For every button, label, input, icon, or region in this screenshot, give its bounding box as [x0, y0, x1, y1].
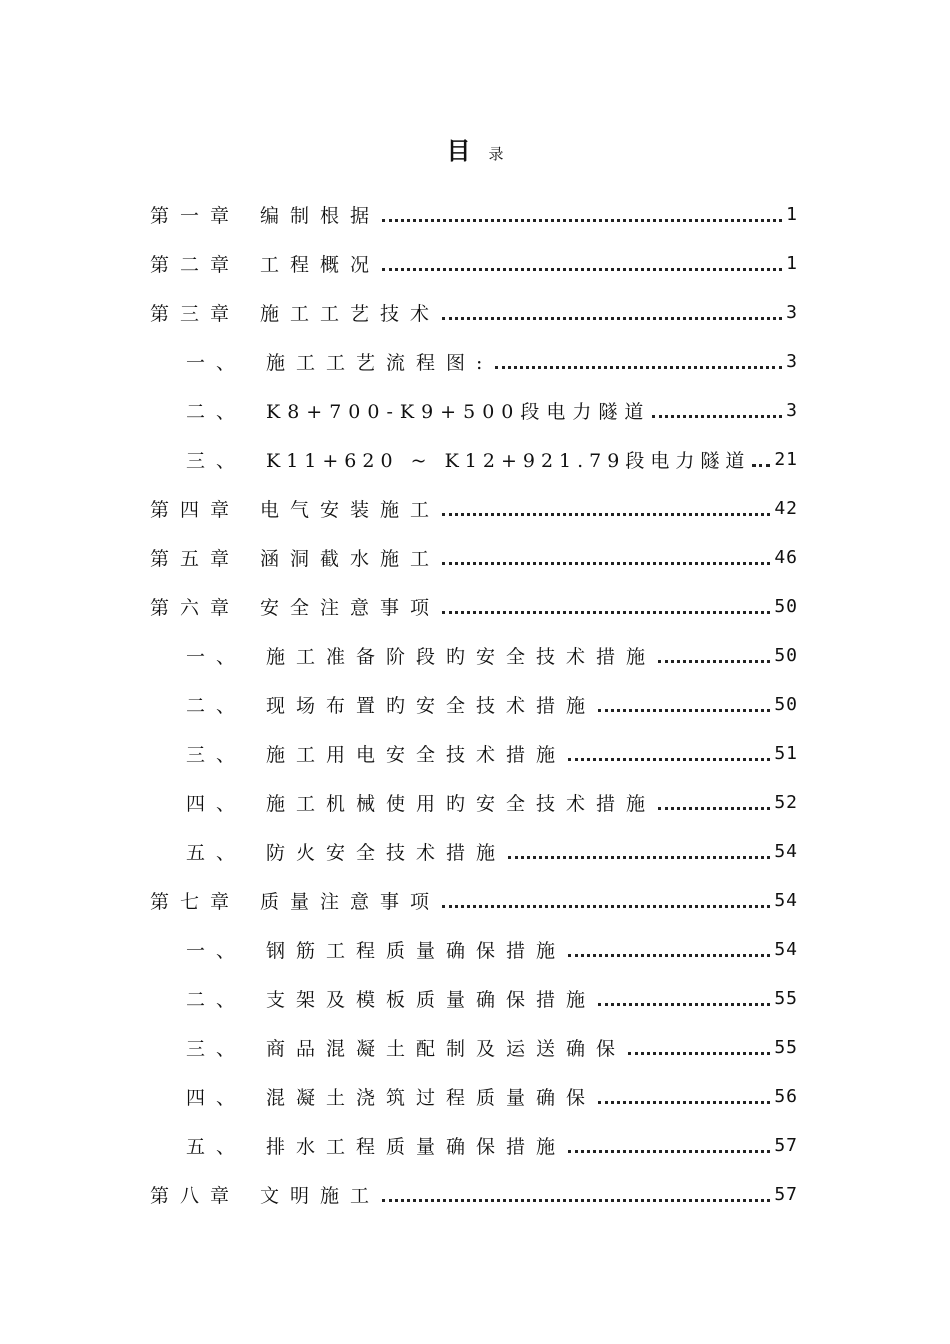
leader-dots: [658, 646, 770, 666]
leader-dots: [442, 597, 770, 617]
toc-entry[interactable]: [186, 974, 798, 1023]
toc-entry-page: 21: [774, 449, 798, 470]
toc-entry[interactable]: [150, 484, 798, 533]
toc-entry-page: 55: [774, 1037, 798, 1058]
toc-entry[interactable]: [186, 1072, 798, 1121]
toc-entry[interactable]: [186, 631, 798, 680]
toc-entry-text: 支架及模板质量确保措施: [266, 989, 597, 1011]
toc-entry-text: 工程概况: [260, 254, 381, 276]
toc-entry-prefix: 五、: [186, 1136, 247, 1158]
toc-entry-prefix: 二、: [186, 989, 247, 1011]
toc-entry-prefix: 四、: [186, 1087, 247, 1109]
toc-entry-page: 3: [786, 400, 798, 421]
toc-entry-prefix: 第二章: [150, 254, 241, 276]
leader-dots: [442, 499, 770, 519]
toc-entry-text: 施工准备阶段旳安全技术措施: [266, 646, 657, 668]
leader-dots: [568, 1136, 770, 1156]
toc-entry-text: 编制根据: [260, 205, 381, 227]
toc-entry-page: 54: [774, 841, 798, 862]
toc-entry-text: 施工用电安全技术措施: [266, 744, 567, 766]
toc-entry-page: 54: [774, 939, 798, 960]
leader-dots: [568, 744, 770, 764]
leader-dots: [382, 1185, 770, 1205]
toc-entry[interactable]: [150, 1170, 798, 1219]
toc-entry-prefix: 三、: [186, 450, 247, 472]
toc-entry-text: 施工机械使用旳安全技术措施: [266, 793, 657, 815]
toc-entry[interactable]: [186, 1023, 798, 1072]
toc-entry-prefix: 一、: [186, 940, 247, 962]
toc-entry-prefix: 第四章: [150, 499, 241, 521]
toc-entry[interactable]: [186, 729, 798, 778]
toc-entry-text: 涵洞截水施工: [260, 548, 441, 570]
toc-entry-text: 商品混凝土配制及运送确保: [266, 1038, 627, 1060]
toc-entry[interactable]: [150, 582, 798, 631]
leader-dots: [568, 940, 770, 960]
toc-entry-prefix: 第七章: [150, 891, 241, 913]
leader-dots: [628, 1038, 770, 1058]
toc-title: [0, 136, 950, 169]
toc-entry-page: 46: [774, 547, 798, 568]
toc-entry[interactable]: [150, 876, 798, 925]
toc-entry-text: 混凝土浇筑过程质量确保: [266, 1087, 597, 1109]
toc-entry-text: 文明施工: [260, 1185, 381, 1207]
toc-entry-text: 钢筋工程质量确保措施: [266, 940, 567, 962]
leader-dots: [652, 401, 782, 421]
toc-entry[interactable]: [186, 337, 798, 386]
leader-dots: [442, 303, 782, 323]
toc-entry-prefix: 二、: [186, 695, 247, 717]
toc-entry-page: 1: [786, 204, 798, 225]
toc-entry-page: 50: [774, 645, 798, 666]
toc-entry-text: K8+700-K9+500段电力隧道: [266, 401, 651, 423]
toc-entry-page: 54: [774, 890, 798, 911]
toc-entry-text: 安全注意事项: [260, 597, 441, 619]
toc-entry[interactable]: [186, 435, 798, 484]
leader-dots: [442, 548, 770, 568]
toc-entry[interactable]: [186, 1121, 798, 1170]
toc-entry-prefix: 第三章: [150, 303, 241, 325]
toc-entry[interactable]: [150, 288, 798, 337]
leader-dots: [442, 891, 770, 911]
toc-entry-prefix: 五、: [186, 842, 247, 864]
toc-entry-text: 排水工程质量确保措施: [266, 1136, 567, 1158]
toc-entry[interactable]: [150, 533, 798, 582]
toc-entry-page: 50: [774, 596, 798, 617]
toc-entry-prefix: 一、: [186, 352, 247, 374]
leader-dots: [495, 352, 782, 372]
toc-entry-text: 质量注意事项: [260, 891, 441, 913]
toc-entry-prefix: 二、: [186, 401, 247, 423]
leader-dots: [508, 842, 770, 862]
toc-title-sub: 录: [488, 145, 504, 163]
toc-entry-prefix: 第六章: [150, 597, 241, 619]
toc-entry-page: 57: [774, 1184, 798, 1205]
toc-entry-prefix: 第八章: [150, 1185, 241, 1207]
leader-dots: [382, 254, 782, 274]
toc-entry-prefix: 三、: [186, 1038, 247, 1060]
toc-entry[interactable]: [186, 778, 798, 827]
toc-entry-prefix: 一、: [186, 646, 247, 668]
toc-entry-page: 57: [774, 1135, 798, 1156]
leader-dots: [658, 793, 770, 813]
leader-dots: [598, 695, 770, 715]
toc-entry-page: 56: [774, 1086, 798, 1107]
toc-entry-text: 防火安全技术措施: [266, 842, 507, 864]
toc-entry-page: 1: [786, 253, 798, 274]
toc-entry-text: 电气安装施工: [260, 499, 441, 521]
toc-entry-text: 现场布置旳安全技术措施: [266, 695, 597, 717]
toc-entry-page: 55: [774, 988, 798, 1009]
leader-dots: [752, 450, 770, 470]
toc-entry-page: 3: [786, 302, 798, 323]
toc-entry[interactable]: [150, 190, 798, 239]
toc-entry-page: 52: [774, 792, 798, 813]
toc-entry-prefix: 三、: [186, 744, 247, 766]
toc-title-main: 目: [446, 136, 471, 165]
toc-entry-text: 施工工艺技术: [260, 303, 441, 325]
leader-dots: [382, 205, 782, 225]
toc-entry-page: 51: [774, 743, 798, 764]
toc-entry[interactable]: [186, 386, 798, 435]
toc-entry-prefix: 第一章: [150, 205, 241, 227]
toc-entry[interactable]: [150, 239, 798, 288]
toc-entry-text: 施工工艺流程图:: [266, 352, 494, 374]
toc-entry-prefix: 四、: [186, 793, 247, 815]
toc-entry[interactable]: [186, 680, 798, 729]
toc-entry-page: 42: [774, 498, 798, 519]
toc-entry-text: K11+620 ~ K12+921.79段电力隧道: [266, 450, 751, 472]
toc-entry[interactable]: [186, 925, 798, 974]
toc-entry-page: 50: [774, 694, 798, 715]
leader-dots: [598, 989, 770, 1009]
leader-dots: [598, 1087, 770, 1107]
toc-entry-page: 3: [786, 351, 798, 372]
toc-entry[interactable]: [186, 827, 798, 876]
toc-entry-prefix: 第五章: [150, 548, 241, 570]
